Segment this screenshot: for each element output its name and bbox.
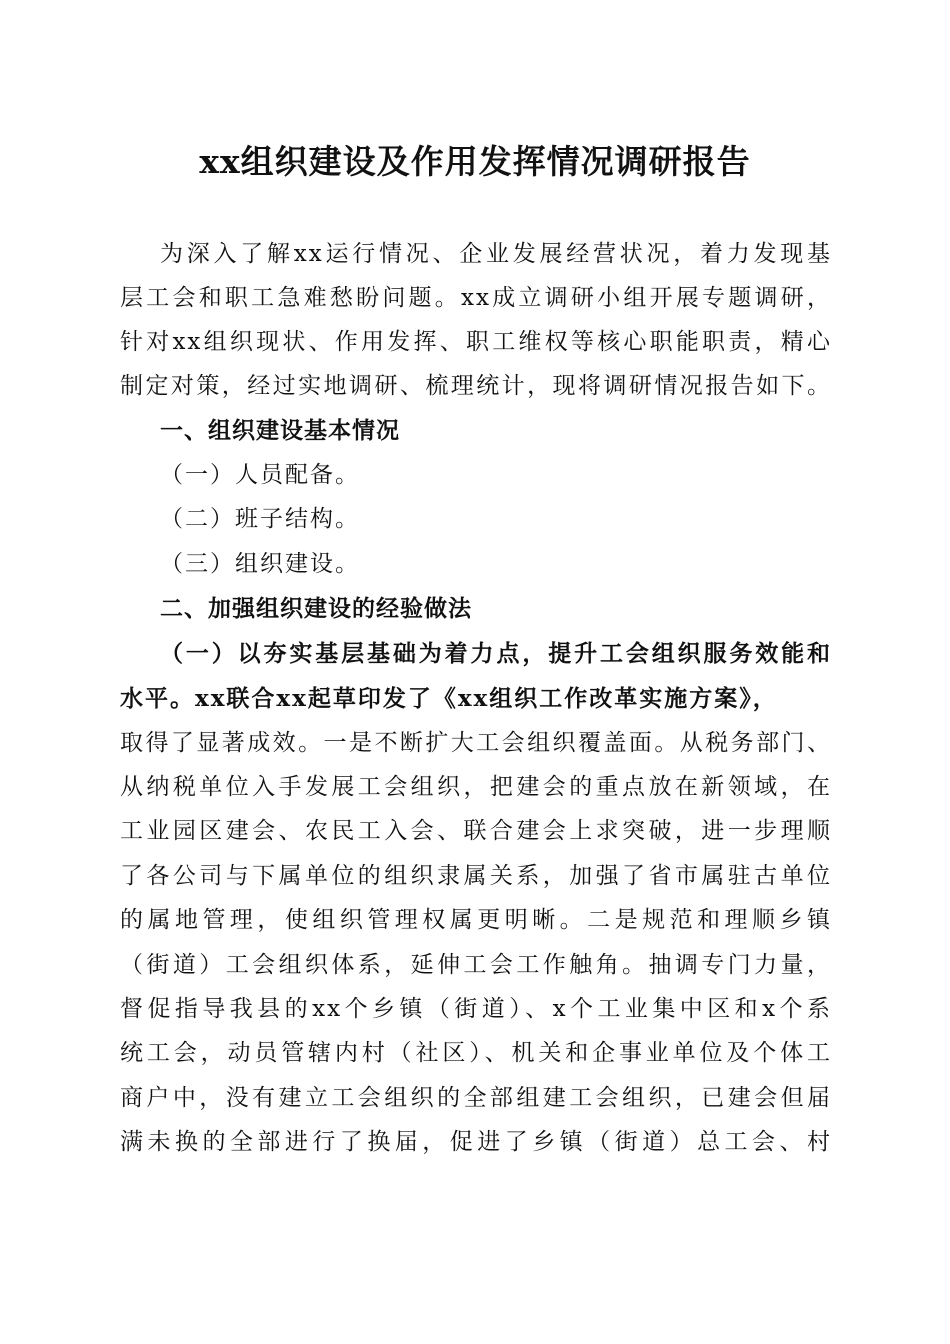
subsection-heading: （一）以夯实基层基础为着力点，提升工会组织服务效能和 <box>160 640 832 667</box>
body-line: 从纳税单位入手发展工会组织，把建会的重点放在新领域，在 <box>120 774 832 800</box>
body-line: 督促指导我县的xx个乡镇（街道）、x个工业集中区和x个系 <box>120 996 832 1022</box>
body-line: 商户中，没有建立工会组织的全部组建工会组织，已建会但届 <box>120 1085 832 1111</box>
intro-line: 为深入了解xx运行情况、企业发展经营状况，着力发现基 <box>160 241 832 267</box>
subsection-heading-cont <box>120 684 832 714</box>
intro-line: 层工会和职工急难愁盼问题。xx成立调研小组开展专题调研， <box>120 285 832 311</box>
body-line: （街道）工会组织体系，延伸工会工作触角。抽调专门力量， <box>120 952 832 978</box>
section1-item: （三）组织建设。 <box>160 551 360 577</box>
section1-item: （二）班子结构。 <box>160 506 360 532</box>
section-heading-1: 一、组织建设基本情况 <box>160 418 400 444</box>
intro-line: 针对xx组织现状、作用发挥、职工维权等核心职能职责，精心 <box>120 329 832 355</box>
body-line: 取得了显著成效。一是不断扩大工会组织覆盖面。从税务部门、 <box>120 730 832 756</box>
body-line: 统工会，动员管辖内村（社区）、机关和企事业单位及个体工 <box>120 1040 832 1066</box>
body-line: 工业园区建会、农民工入会、联合建会上求突破，进一步理顺 <box>120 818 832 844</box>
subsection-heading-tail: 水平。xx联合xx起草印发了《xx组织工作改革实施方案》， <box>120 685 778 712</box>
body-line: 的属地管理，使组织管理权属更明晰。二是规范和理顺乡镇 <box>120 907 832 933</box>
intro-line: 制定对策，经过实地调研、梳理统计，现将调研情况报告如下。 <box>120 373 832 399</box>
section1-item: （一）人员配备。 <box>160 462 360 488</box>
section-heading-2: 二、加强组织建设的经验做法 <box>160 596 472 622</box>
document-title: xx组织建设及作用发挥情况调研报告 <box>199 142 751 181</box>
body-line: 了各公司与下属单位的组织隶属关系，加强了省市属驻古单位 <box>120 863 832 889</box>
body-line: 满未换的全部进行了换届，促进了乡镇（街道）总工会、村 <box>120 1129 832 1155</box>
